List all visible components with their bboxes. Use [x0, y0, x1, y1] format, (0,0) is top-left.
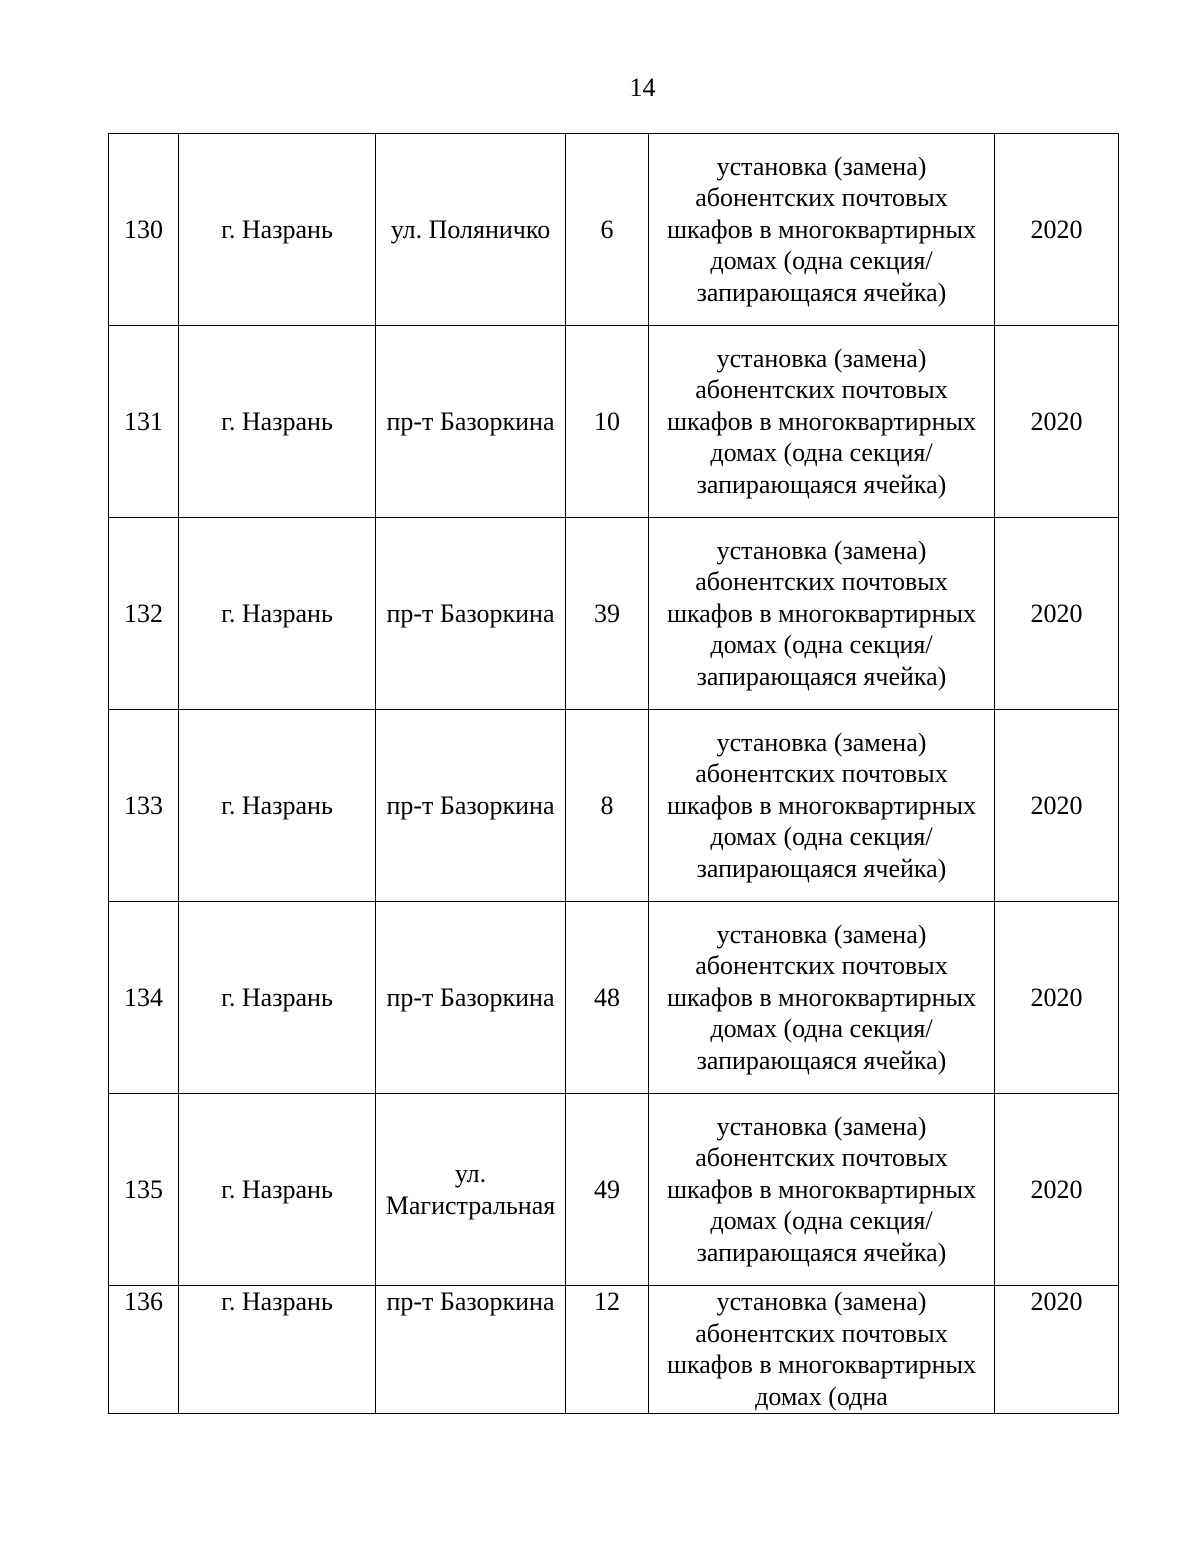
- table-row: [109, 326, 1119, 518]
- cell-house: 39: [566, 518, 649, 710]
- cell-number: 136: [109, 1286, 179, 1414]
- cell-street: пр-т Базоркина: [376, 518, 566, 710]
- cell-number: 131: [109, 326, 179, 518]
- cell-house: 8: [566, 710, 649, 902]
- cell-city: г. Назрань: [179, 710, 376, 902]
- cell-city: г. Назрань: [179, 1094, 376, 1286]
- cell-street: пр-т Базоркина: [376, 902, 566, 1094]
- cell-year: 2020: [995, 902, 1119, 1094]
- cell-work-type: установка (замена) абонентских почтовых шкафов в многоквартирных домах (одна секция/запирающаяся ячейка): [649, 902, 995, 1094]
- cell-year: 2020: [995, 134, 1119, 326]
- cell-work-type: установка (замена) абонентских почтовых шкафов в многоквартирных домах (одна: [649, 1286, 995, 1414]
- cell-city: г. Назрань: [179, 518, 376, 710]
- cell-house: 10: [566, 326, 649, 518]
- cell-number: 135: [109, 1094, 179, 1286]
- cell-year: 2020: [995, 1286, 1119, 1414]
- table-row: [109, 1286, 1119, 1414]
- cell-city: г. Назрань: [179, 134, 376, 326]
- cell-house: 49: [566, 1094, 649, 1286]
- cell-street: пр-т Базоркина: [376, 326, 566, 518]
- cell-house: 12: [566, 1286, 649, 1414]
- works-table: [108, 133, 1119, 1414]
- cell-house: 6: [566, 134, 649, 326]
- table-row: [109, 1094, 1119, 1286]
- cell-year: 2020: [995, 326, 1119, 518]
- cell-year: 2020: [995, 710, 1119, 902]
- cell-city: г. Назрань: [179, 326, 376, 518]
- cell-year: 2020: [995, 1094, 1119, 1286]
- cell-house: 48: [566, 902, 649, 1094]
- page-number: 14: [629, 73, 656, 102]
- cell-street: пр-т Базоркина: [376, 710, 566, 902]
- cell-work-type: установка (замена) абонентских почтовых шкафов в многоквартирных домах (одна секция/запирающаяся ячейка): [649, 326, 995, 518]
- cell-year: 2020: [995, 518, 1119, 710]
- cell-number: 132: [109, 518, 179, 710]
- cell-work-type: установка (замена) абонентских почтовых шкафов в многоквартирных домах (одна секция/запирающаяся ячейка): [649, 134, 995, 326]
- cell-number: 133: [109, 710, 179, 902]
- table-row: [109, 710, 1119, 902]
- cell-work-type: установка (замена) абонентских почтовых шкафов в многоквартирных домах (одна секция/запирающаяся ячейка): [649, 518, 995, 710]
- table-row: [109, 518, 1119, 710]
- cell-number: 130: [109, 134, 179, 326]
- cell-city: г. Назрань: [179, 902, 376, 1094]
- cell-street: пр-т Базоркина: [376, 1286, 566, 1414]
- cell-work-type: установка (замена) абонентских почтовых шкафов в многоквартирных домах (одна секция/запирающаяся ячейка): [649, 1094, 995, 1286]
- cell-street: ул. Поляничко: [376, 134, 566, 326]
- cell-street: ул. Магистральная: [376, 1094, 566, 1286]
- table-row: [109, 134, 1119, 326]
- cell-number: 134: [109, 902, 179, 1094]
- cell-city: г. Назрань: [179, 1286, 376, 1414]
- table-row: [109, 902, 1119, 1094]
- cell-work-type: установка (замена) абонентских почтовых шкафов в многоквартирных домах (одна секция/запирающаяся ячейка): [649, 710, 995, 902]
